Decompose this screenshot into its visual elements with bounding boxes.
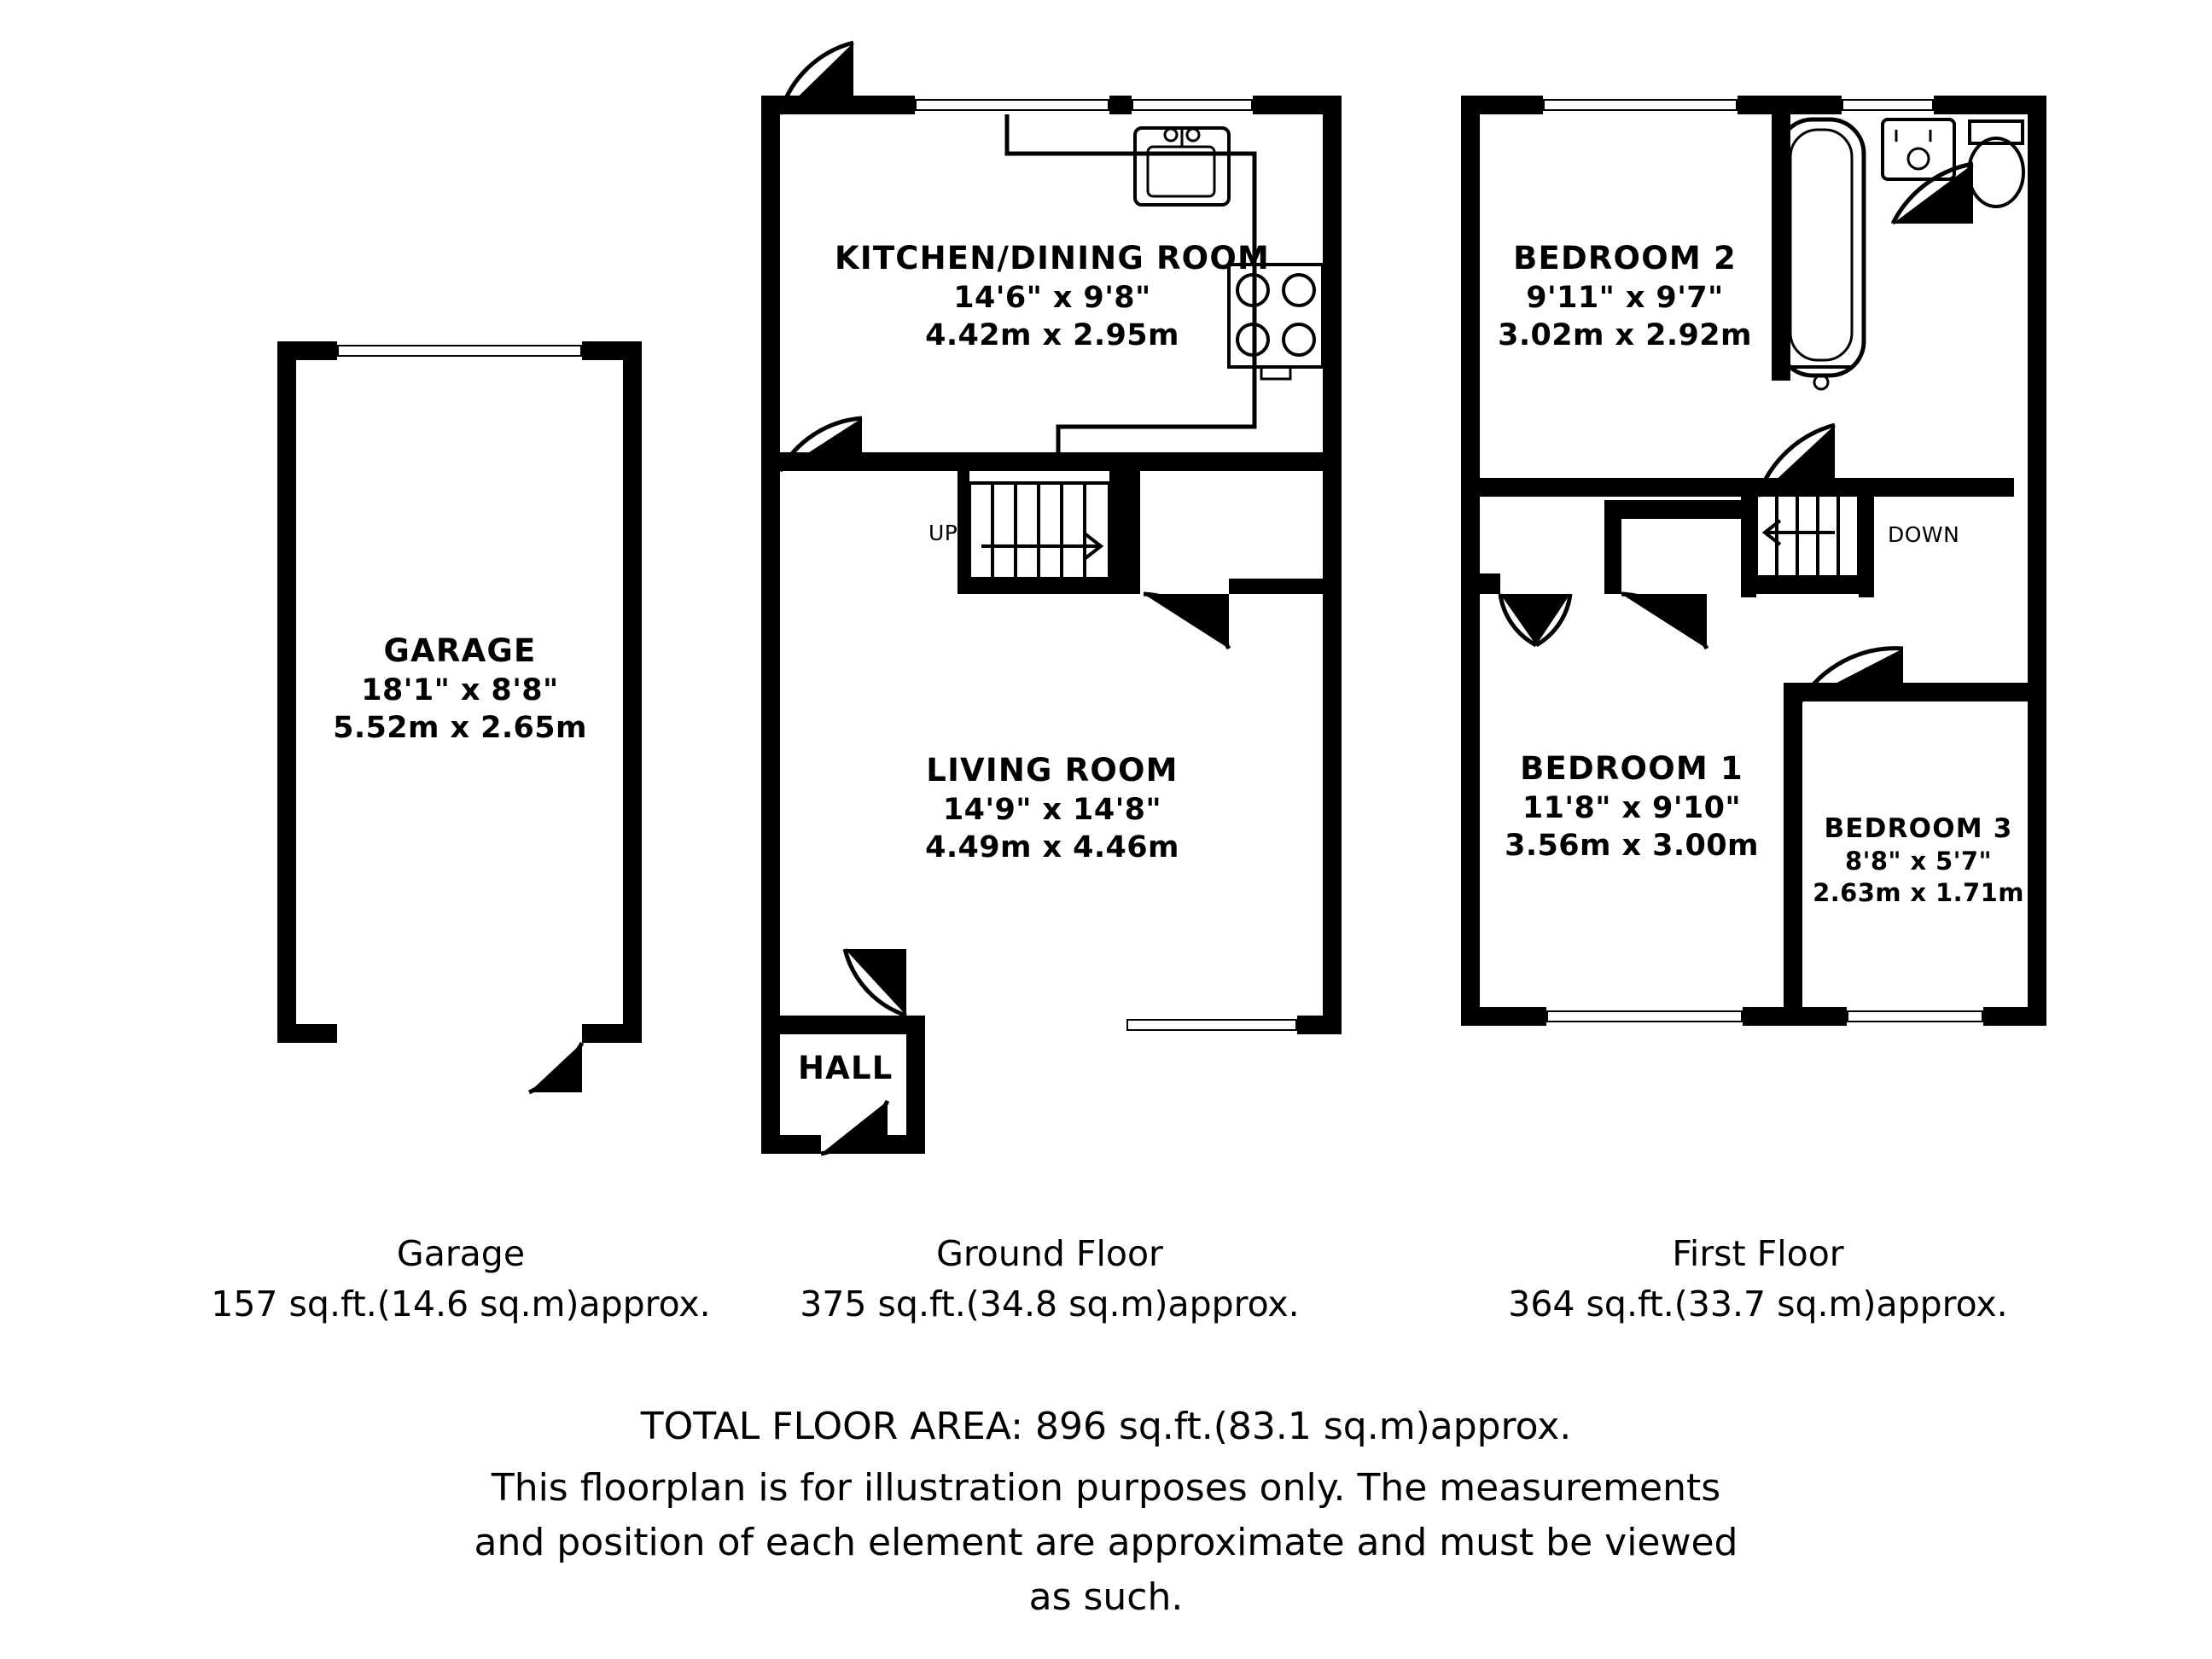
bedroom2-name: BEDROOM 2 [1513,240,1737,276]
ground-wall-bottom-right [1297,1016,1342,1034]
ground-wall-bottom-hall [761,1016,925,1034]
first-wall-bottom-right [1983,1007,2046,1026]
ground-stair-wall-left [958,471,969,591]
cupboard-door-leaf-2 [1536,594,1570,645]
bedroom2-dim-metric: 3.02m x 2.92m [1498,317,1752,352]
first-wall-landing-top [1621,478,2014,497]
garage-room-label [277,632,643,747]
disclaimer-line-2: and position of each element are approximate and must be viewed [474,1521,1738,1564]
disclaimer-line-1: This floorplan is for illustration purposes only. The measurements [491,1466,1721,1510]
kitchen-room-label [768,239,1336,354]
stair-up-label: UP [928,521,958,545]
garage-room-name: GARAGE [383,632,537,669]
wash-basin [1883,119,1954,179]
first-window-bed3-bottom-inner [1848,1012,1982,1021]
ground-caption-area: 375 sq.ft.(34.8 sq.m)approx. [800,1284,1300,1325]
first-window-bed1-bottom-inner [1548,1012,1741,1021]
first-wall-bed3-top-2 [1941,683,2046,701]
bedroom1-door-leaf [1621,594,1707,649]
garage-wall-bottom-left [277,1024,337,1043]
garage-window-top-inner [339,346,580,355]
first-wall-left-upper [1461,96,1480,480]
ground-window-living-bottom-inner [1128,1021,1295,1029]
living-room-dim-imperial: 14'9" x 14'8" [942,792,1162,827]
bedroom3-dim-imperial: 8'8" x 5'7" [1845,847,1992,876]
toilet-cistern [1970,121,2023,143]
ground-wall-top-left [761,96,915,114]
garage-room-dim-metric: 5.52m x 2.65m [333,710,587,745]
ground-caption-title: Ground Floor [936,1233,1163,1274]
ground-wall-hall-bottom-right [888,1135,925,1154]
ground-stairs [969,483,1109,579]
garage-room-dim-imperial: 18'1" x 8'8" [361,672,559,707]
bedroom3-dim-metric: 2.63m x 1.71m [1813,877,2024,907]
first-wall-left-lower [1461,480,1480,1026]
ground-wall-hall-bottom-left [761,1135,821,1154]
ground-stair-wall-right [1109,471,1140,591]
bedroom1-label [1480,749,1784,864]
first-landing-wall-3 [1604,500,1621,594]
first-wall-top-mid [1738,96,1842,114]
first-wall-right-upper [2028,96,2046,480]
kitchen-sink [1135,128,1229,205]
kitchen-room-dim-metric: 4.42m x 2.95m [925,317,1179,352]
hall-living-door-leaf [845,949,906,1016]
living-room-dim-metric: 4.49m x 4.46m [925,830,1179,864]
bathroom-door-leaf [1893,164,1973,224]
first-wall-right-lower [2028,480,2046,1026]
first-landing-wall-2 [1480,573,1500,594]
living-room-name: LIVING ROOM [926,752,1179,789]
first-caption-title: First Floor [1672,1233,1844,1274]
first-landing-wall-1 [1604,500,1758,519]
first-wall-bottom-mid [1743,1007,1847,1026]
bedroom2-dim-imperial: 9'11" x 9'7" [1526,280,1724,315]
first-window-bed2-top-inner [1545,101,1736,109]
ground-wall-right [1323,96,1342,1034]
first-caption-area: 364 sq.ft.(33.7 sq.m)approx. [1508,1284,2008,1325]
living-door-leaf [1144,594,1229,649]
garage-door-leaf [529,1043,582,1092]
ground-wall-top-mid [1109,96,1132,114]
ground-internal-wall-kitchen-living [761,452,958,471]
bathtub [1778,119,1864,375]
first-wall-bath-partition [1772,114,1790,381]
bedroom1-dim-metric: 3.56m x 3.00m [1505,828,1759,863]
garage-wall-bottom-right [582,1024,642,1043]
first-wall-bottom-left [1461,1007,1546,1026]
total-area-text: TOTAL FLOOR AREA: 896 sq.ft.(83.1 sq.m)approx. [640,1405,1572,1448]
ground-wall-hall-left-vertical [761,1016,780,1152]
bedroom2-label [1480,239,1770,354]
kitchen-room-dim-imperial: 14'6" x 9'8" [953,280,1151,315]
garage-caption-title: Garage [396,1233,526,1274]
first-caption [1425,1229,2091,1330]
bedroom3-name: BEDROOM 3 [1824,813,2013,844]
living-room-label [768,751,1336,866]
front-door-leaf [821,1101,888,1154]
ground-window-kitchen-top-2-inner [1133,101,1251,109]
first-window-bath-top-inner [1843,101,1932,109]
first-floor-stairs [1756,483,1859,577]
bedroom1-name: BEDROOM 1 [1520,750,1743,787]
disclaimer-line-3: as such. [1028,1575,1184,1619]
hall-room-label: HALL [798,1050,894,1086]
ground-stair-wall-bottom [958,579,1140,594]
bedroom3-label [1790,812,2046,908]
stair-down-label: DOWN [1888,522,1960,547]
cupboard-door-leaf-1 [1500,594,1536,645]
ground-hall-wall-right [1229,579,1342,594]
garage-caption [128,1229,794,1330]
ground-caption [717,1229,1382,1330]
ground-internal-wall-kitchen-living-2 [958,452,1342,471]
ground-wall-hall-vertical [906,1016,925,1152]
kitchen-room-name: KITCHEN/DINING ROOM [835,240,1270,276]
toilet-pan [1969,138,2023,207]
first-wall-bed3-top [1784,683,1941,701]
ground-window-kitchen-top-inner [917,101,1108,109]
garage-caption-area: 157 sq.ft.(14.6 sq.m)approx. [211,1284,711,1325]
bedroom1-dim-imperial: 11'8" x 9'10" [1522,790,1742,825]
first-landing-wall-4 [1741,577,1874,594]
